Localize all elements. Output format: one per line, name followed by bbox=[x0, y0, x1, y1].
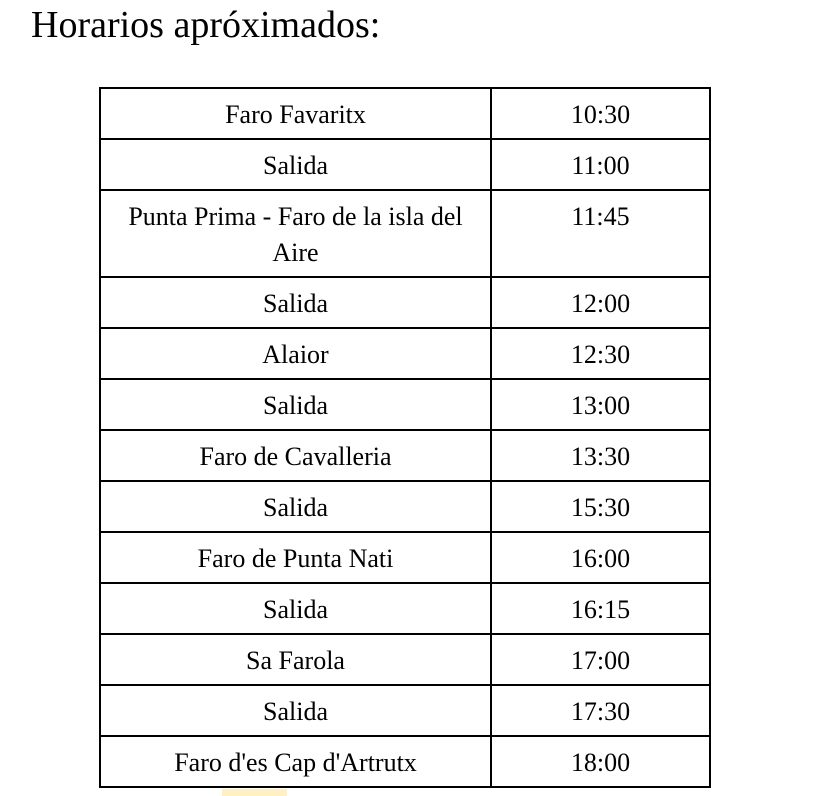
table-row bbox=[100, 379, 710, 430]
place-cell: Sa Farola bbox=[100, 634, 491, 685]
time-cell: 12:30 bbox=[491, 328, 710, 379]
place-cell: Faro de Punta Nati bbox=[100, 532, 491, 583]
table-row bbox=[100, 139, 710, 190]
place-cell: Punta Prima - Faro de la isla del Aire bbox=[100, 190, 491, 277]
page-title: Horarios apróximados: bbox=[31, 4, 381, 46]
time-cell: 13:30 bbox=[491, 430, 710, 481]
time-cell: 12:00 bbox=[491, 277, 710, 328]
place-cell: Salida bbox=[100, 481, 491, 532]
table-row bbox=[100, 736, 710, 787]
time-cell: 15:30 bbox=[491, 481, 710, 532]
time-cell: 11:00 bbox=[491, 139, 710, 190]
time-cell: 16:00 bbox=[491, 532, 710, 583]
time-cell: 16:15 bbox=[491, 583, 710, 634]
place-cell: Salida bbox=[100, 583, 491, 634]
time-cell: 13:00 bbox=[491, 379, 710, 430]
time-cell: 17:00 bbox=[491, 634, 710, 685]
table-row bbox=[100, 532, 710, 583]
schedule-table bbox=[99, 87, 711, 788]
table-row bbox=[100, 430, 710, 481]
place-cell: Faro d'es Cap d'Artrutx bbox=[100, 736, 491, 787]
table-row bbox=[100, 190, 710, 277]
table-row bbox=[100, 634, 710, 685]
time-cell: 17:30 bbox=[491, 685, 710, 736]
time-cell: 11:45 bbox=[491, 190, 710, 277]
text-highlight-mark bbox=[222, 789, 287, 796]
time-cell: 10:30 bbox=[491, 88, 710, 139]
table-row bbox=[100, 583, 710, 634]
table-row bbox=[100, 685, 710, 736]
table-row bbox=[100, 481, 710, 532]
place-cell: Salida bbox=[100, 379, 491, 430]
place-cell: Salida bbox=[100, 139, 491, 190]
table-row bbox=[100, 277, 710, 328]
time-cell: 18:00 bbox=[491, 736, 710, 787]
table-row bbox=[100, 88, 710, 139]
place-cell: Salida bbox=[100, 277, 491, 328]
place-cell: Faro de Cavalleria bbox=[100, 430, 491, 481]
table-row bbox=[100, 328, 710, 379]
place-cell: Alaior bbox=[100, 328, 491, 379]
place-cell: Salida bbox=[100, 685, 491, 736]
place-cell: Faro Favaritx bbox=[100, 88, 491, 139]
